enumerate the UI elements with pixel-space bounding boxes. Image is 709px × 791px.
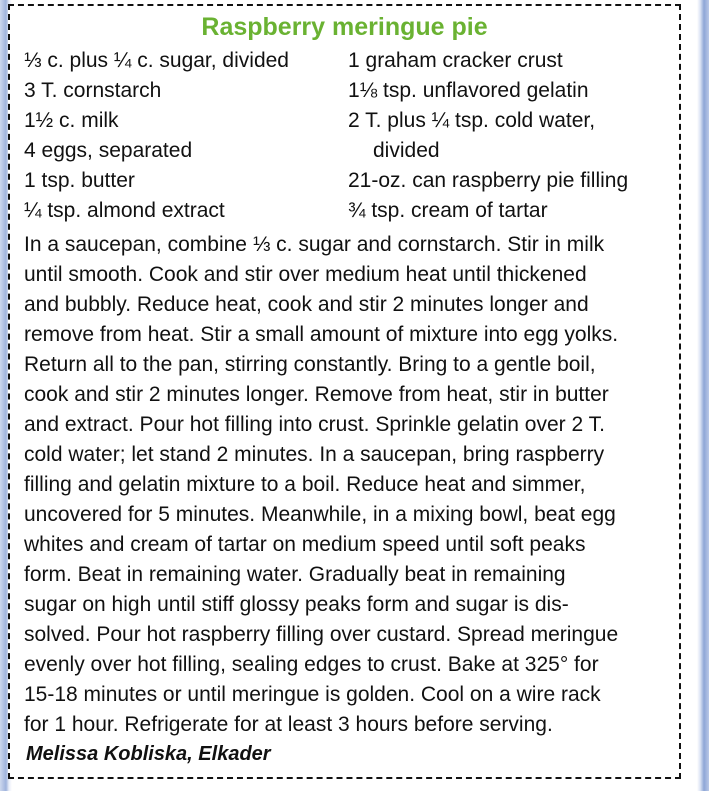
- ingredient-item: ⅓ c. plus ¼ c. sugar, divided: [24, 49, 289, 72]
- instruction-line: sugar on high until stiff glossy peaks form and sugar is dis-: [24, 593, 569, 616]
- instruction-line: cold water; let stand 2 minutes. In a saucepan, bring raspberry: [24, 443, 605, 466]
- instruction-line: and bubbly. Reduce heat, cook and stir 2 minutes longer and: [24, 293, 589, 316]
- ingredient-item: ¼ tsp. almond extract: [24, 199, 225, 222]
- instruction-line: remove from heat. Stir a small amount of mixture into egg yolks.: [24, 323, 619, 346]
- recipe-instructions: [24, 230, 684, 740]
- ingredient-item: 1 graham cracker crust: [348, 49, 563, 72]
- instruction-line: evenly over hot filling, sealing edges to crust. Bake at 325° for: [24, 653, 599, 676]
- instruction-line: solved. Pour hot raspberry filling over custard. Spread meringue: [24, 623, 619, 646]
- recipe-author: Melissa Kobliska, Elkader: [26, 743, 271, 765]
- recipe-title: Raspberry meringue pie: [201, 13, 488, 41]
- instruction-line: 15-18 minutes or until meringue is golden. Cool on a wire rack: [24, 683, 601, 706]
- instruction-line: cook and stir 2 minutes longer. Remove from heat, stir in butter: [24, 383, 609, 406]
- ingredients-left-column: [24, 46, 344, 226]
- ingredient-item: 1⅛ tsp. unflavored gelatin: [348, 79, 589, 102]
- instruction-line: form. Beat in remaining water. Gradually beat in remaining: [24, 563, 566, 586]
- ingredient-item: 2 T. plus ¼ tsp. cold water,: [348, 109, 596, 132]
- recipe-card: [8, 4, 681, 779]
- instruction-line: until smooth. Cook and stir over medium heat until thickened: [24, 263, 587, 286]
- ingredient-item: 3 T. cornstarch: [24, 79, 162, 102]
- ingredient-item: 1½ c. milk: [24, 109, 119, 132]
- ingredient-item: 1 tsp. butter: [24, 169, 135, 192]
- instruction-line: filling and gelatin mixture to a boil. Reduce heat and simmer,: [24, 473, 586, 496]
- ingredient-item: ¾ tsp. cream of tartar: [348, 199, 548, 222]
- instruction-line: and extract. Pour hot filling into crust. Sprinkle gelatin over 2 T.: [24, 413, 605, 436]
- ingredients-right-column: [348, 46, 678, 226]
- instruction-line: uncovered for 5 minutes. Meanwhile, in a mixing bowl, beat egg: [24, 503, 616, 526]
- ingredient-item-continuation: divided: [373, 139, 440, 162]
- instruction-line: whites and cream of tartar on medium speed until soft peaks: [24, 533, 586, 556]
- instruction-line: for 1 hour. Refrigerate for at least 3 hours before serving.: [24, 713, 553, 736]
- ingredient-item: 21-oz. can raspberry pie filling: [348, 169, 629, 192]
- ingredient-item: 4 eggs, separated: [24, 139, 193, 162]
- instruction-line: Return all to the pan, stirring constantly. Bring to a gentle boil,: [24, 353, 596, 376]
- instruction-line: In a saucepan, combine ⅓ c. sugar and cornstarch. Stir in milk: [24, 233, 605, 256]
